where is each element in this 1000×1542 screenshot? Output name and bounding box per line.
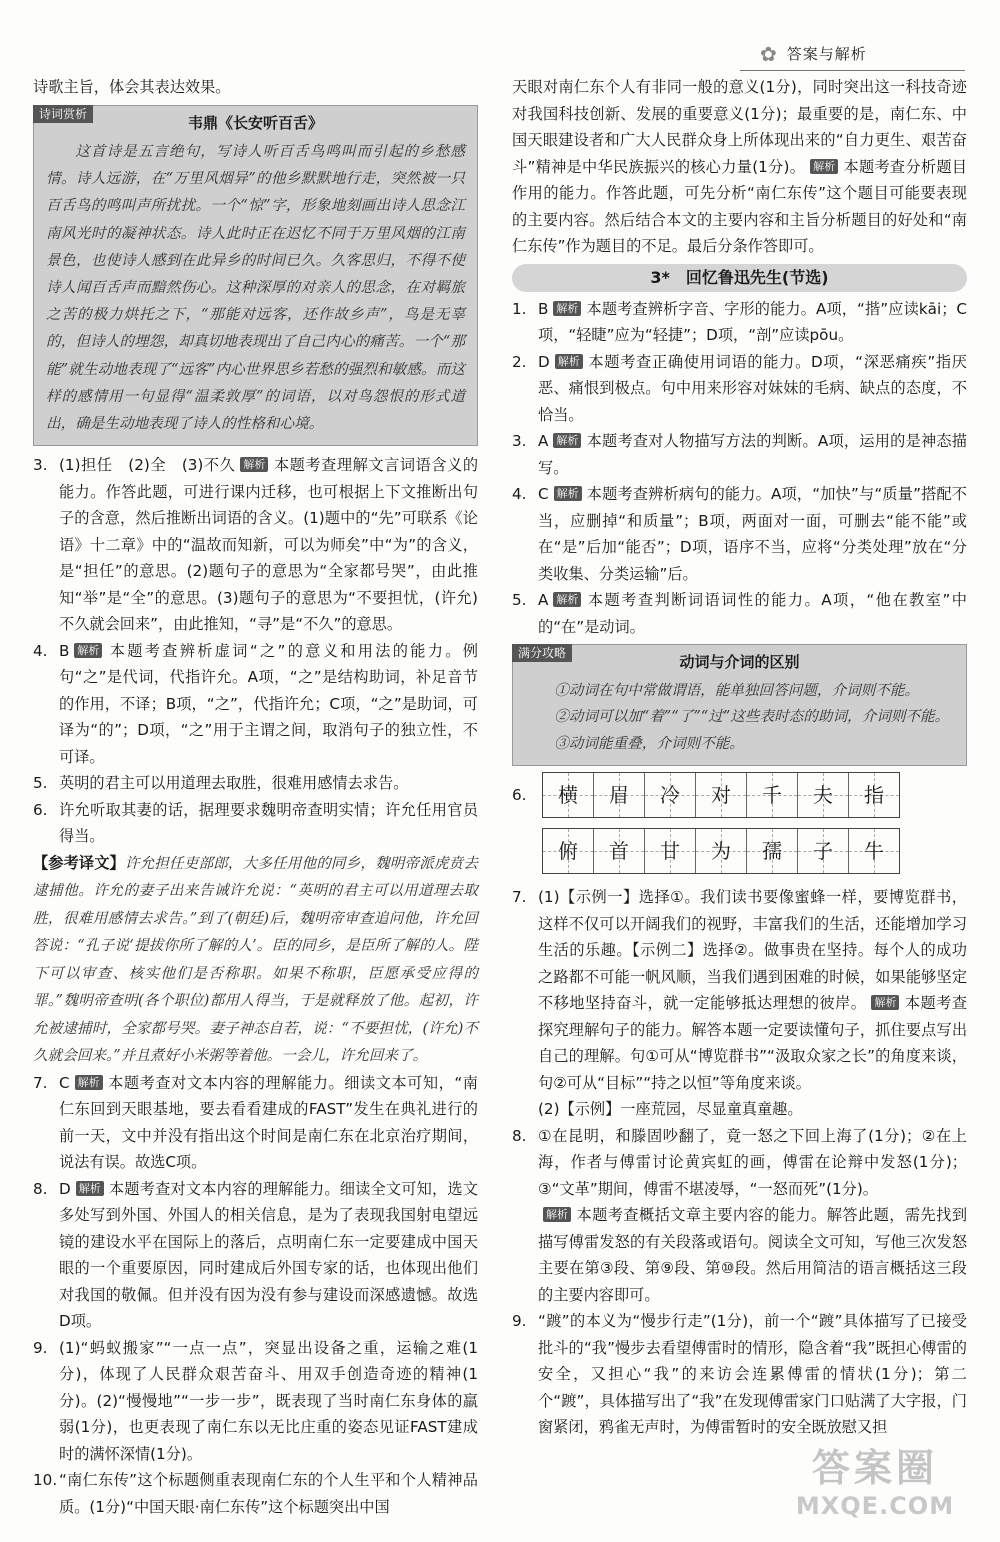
box-label: 诗词赏析 — [33, 105, 93, 123]
watermark-url: MXQE.COM — [795, 1492, 955, 1520]
explain-text: 本题考查对文本内容的理解能力。细读全文可知，选文多处写到外国、外国人的相关信息，是为了表现我国射电望远镜的建设水平在国际上的落后，点明南仁东一定要建成中国天眼的一个重要原因，同时建成后外国专家的话，也体现出他们对我国的敬佩。但并没有因为没有参与建设而深感遗憾。故选D项。 — [59, 1179, 478, 1331]
answer-text: D — [59, 1179, 71, 1198]
answer-item — [33, 452, 478, 638]
grid-char: 俯 — [558, 839, 578, 863]
answer-item — [33, 1335, 478, 1468]
answer-item — [512, 587, 967, 640]
answer-item — [512, 349, 967, 429]
tip-box-title: 动词与介词的区别 — [679, 653, 800, 671]
explain-text: 本题考查分析题目作用的能力。作答此题，可先分析“南仁东传”这个题目可能要表现的主要内容。然后结合本文的主要内容和主旨分析题目的好处和“南仁东传”作为题目的不足。最后分条作答即可。 — [512, 157, 967, 255]
answer-text: A — [538, 432, 549, 450]
grid-char: 孺 — [762, 839, 782, 863]
answer-text: ①在昆明，和滕固吵翻了，竟一怒之下回上海了(1分)；②在上海，作者与傅雷讨论黄宾虹的画，傅雷在论辩中发怒(1分)；③“文革”期间，傅雷不堪凌辱，“一怒而死”(1分)。 — [538, 1126, 967, 1198]
analysis-tag: 解析 — [555, 354, 583, 369]
explain-text: 本题考查辨析虚词“之”的意义和用法的能力。例句“之”是代词，代指许允。A项，“之”是结构助词，补足音节的作用，不译；B项，“之”，代指许允；C项，“之”是助词，可译为“的”；D项，“之”用于主谓之间，取消句子的独立性，不可译。 — [59, 641, 478, 766]
answer-text: C — [59, 1073, 70, 1092]
header-rule — [740, 70, 965, 71]
grid-cell — [645, 773, 696, 817]
item-number: 9. — [33, 1338, 48, 1357]
grid-char: 横 — [558, 783, 578, 807]
grid-char: 千 — [762, 783, 782, 807]
watermark-main: 答案圈 — [811, 1446, 938, 1490]
tip-point: ③动词能重叠，介词则不能。 — [554, 734, 744, 752]
answer-text: B — [538, 299, 549, 318]
tip-box — [512, 644, 967, 766]
item-number: 2. — [512, 352, 527, 371]
grid-char: 夫 — [813, 783, 833, 807]
grid-char: 对 — [711, 783, 731, 807]
answer-item — [512, 884, 967, 1123]
item-number: 8. — [33, 1179, 48, 1198]
answer-text: “南仁东传”这个标题侧重表现南仁东的个人生平和个人精神品质。(1分)“中国天眼·南仁东传”这个标题突出中国 — [59, 1471, 478, 1516]
answer-text: 天眼对南仁东个人有非同一般的意义(1分)，同时突出这一科技奇迹对我国科技创新、发展的重要意义(1分)；最重要的是，南仁东、中国天眼建设者和广大人民群众身上所体现出来的“自力更生、艰苦奋斗”精神是中华民族振兴的核心力量(1分)。 — [512, 78, 967, 176]
answer-text: “踱”的本义为“慢步行走”(1分)，前一个“踱”具体描写了已接受批斗的“我”慢步去看望傅雷时的情形，隐含着“我”既担心傅雷的安全，又担心“我”的来访会连累傅雷的情状(1分)；第二个“踱”，具体描写出了“我”在发现傅雷家门口贴满了大字报，门窗紧闭，鸦雀无声时，为傅雷暂时的安全既放慰又担 — [538, 1312, 967, 1436]
item-number: 5. — [512, 591, 527, 609]
poem-box-text: 这首诗是五言绝句，写诗人听百舌鸟鸣叫而引起的乡愁感情。诗人远游，在“万里风烟异”的他乡默默地行走，突然被一只百舌鸟的鸣叫声所扰扰。一个“惊”字，形象地刻画出诗人思念江南风光时的凝神状态。诗人此时正在迟忆不同于万里风烟的江南景色，也使诗人感到在此异乡的时间已久。久客思归，不得不使诗人闻百舌声而黯然伤心。这种深厚的对亲人的思念，在对羁旅之苦的极力烘托之下，“那能对远客，还作故乡声”，鸟是无辜的，但诗人的埋怨，却真切地表现出了自己内心的痛苦。一个“那能”就生动地表现了“远客”内心世界思乡若愁的强烈和敏感。而这样的感情用一句显得“温柔敦厚”的词语，以对鸟怨恨的形式道出，确是生动地表现了诗人的性格和心境。 — [46, 143, 465, 433]
item-number: 10. — [33, 1471, 58, 1490]
item-number: 3. — [512, 432, 527, 450]
answer-item — [512, 481, 967, 587]
analysis-tag: 解析 — [240, 457, 268, 472]
left-column — [33, 74, 478, 1520]
answer-item — [33, 1467, 478, 1520]
answer-text: (2)【示例】一座荒园，尽显童真童趣。 — [538, 1100, 803, 1118]
answer-text: D — [538, 352, 550, 371]
explain-text: 本题考查辨析病句的能力。A项，“加快”与“质量”搭配不当，应删掉“和质量”；B项，两面对一面，可删去“能不能”或在“是”后加“能否”；D项，语序不当，应将“分类处理”放在“分类收集、分类运输”后。 — [538, 485, 967, 583]
answer-item — [512, 296, 967, 349]
grid-cell — [543, 829, 594, 873]
intro-line: 诗歌主旨，体会其表达效果。 — [33, 78, 231, 96]
poem-box-title: 韦鼎《长安听百舌》 — [187, 113, 323, 132]
item-number: 1. — [512, 299, 527, 318]
page-header — [760, 34, 975, 74]
answer-text: B — [59, 641, 70, 660]
explain-text: 本题考查理解文言词语含义的能力。作答此题，可进行课内迁移，也可根据上下文推断出句子的含意，然后推断出词语的含义。(1)题中的“先”可联系《论语》十二章》中的“温故而知新，可以为师矣”中“为”的含义，是“担任”的意思。(2)题句子的意思为“全家都号哭”，由此推知“举”是“全”的意思。(3)题句子的意思为“不要担忧，(许允)不久就会回来”，由此推知，“寻”是“不久”的意思。 — [59, 456, 479, 634]
grid-cell — [696, 773, 747, 817]
grid-cell — [849, 773, 899, 817]
grid-cell — [798, 773, 849, 817]
item-number: 5. — [33, 774, 48, 793]
grid-cell — [798, 829, 849, 873]
explain-text: 本题考查探究理解句子的能力。解答本题一定要读懂句子，抓住要点写出自己的理解。句①可从“博览群书”“汲取众家之长”的角度来谈，句②可从“目标”“持之以恒”等角度来谈。 — [538, 994, 968, 1092]
analysis-tag: 解析 — [74, 643, 102, 658]
grid-cell — [747, 773, 798, 817]
grid-char: 指 — [864, 783, 884, 807]
answer-item — [33, 797, 478, 850]
analysis-tag: 解析 — [543, 1207, 571, 1222]
answer-item — [512, 1308, 967, 1441]
analysis-tag: 解析 — [871, 995, 899, 1010]
item-number: 9. — [512, 1312, 527, 1330]
right-column — [512, 74, 967, 1441]
grid-cell — [849, 829, 899, 873]
item-number: 6. — [512, 785, 527, 804]
box-label: 满分攻略 — [512, 644, 572, 662]
grid-cell — [594, 829, 645, 873]
answer-text: 英明的君主可以用道理去取胜，很难用感情去求告。 — [59, 774, 409, 793]
reference-label: 【参考译文】 — [33, 853, 125, 872]
answer-item — [33, 770, 478, 797]
grid-char: 牛 — [864, 839, 884, 863]
explain-text: 本题考查辨析字音、字形的能力。A项，“揩”应读kāi；C项，“轻睫”应为“轻捷”；D项，“剖”应读pōu。 — [538, 299, 967, 344]
grid-char: 首 — [609, 839, 629, 863]
item-number: 3. — [33, 456, 48, 475]
answer-item — [33, 638, 478, 771]
answer-text: (1)【示例一】选择①。我们读书要像蜜蜂一样，要博览群书，这样不仅可以开阔我们的视野，丰富我们的生活，还能增加学习生活的乐趣。【示例二】选择②。做事贵在坚持。每个人的成功之路都不可能一帆风顺，当我们遇到困难的时候，如果能够坚定不移地坚持奋斗，就一定能够抵达理想的彼岸。 — [538, 888, 967, 1012]
answer-item — [512, 428, 967, 481]
item-number: 6. — [33, 800, 48, 819]
explain-text: 本题考查概括文章主要内容的能力。解答此题，需先找到描写傅雷发怒的有关段落或语句。阅读全文可知，写他三次发怒主要在第③段、第⑨段、第⑩段。然后用简洁的语言概括这三段的主要内容即可。 — [538, 1206, 967, 1304]
watermark-logo — [770, 1444, 980, 1524]
answer-text: A — [538, 591, 549, 609]
answer-text: C — [538, 485, 549, 503]
grid-char: 为 — [711, 839, 731, 863]
answer-item — [33, 1070, 478, 1176]
copybook-row — [512, 772, 967, 818]
answer-text: (1)担任 (2)全 (3)不久 — [59, 456, 236, 475]
grid-cell — [645, 829, 696, 873]
analysis-tag: 解析 — [553, 433, 581, 448]
item-number: 4. — [512, 485, 527, 503]
grid-cell — [594, 773, 645, 817]
reference-translation — [33, 850, 478, 1070]
item-number: 7. — [512, 888, 527, 906]
explain-text: 本题考查判断词语词性的能力。A项，“他在教室”中的“在”是动词。 — [538, 591, 967, 636]
analysis-tag: 解析 — [554, 486, 582, 501]
item-number: 7. — [33, 1073, 48, 1092]
grid-cell — [543, 773, 594, 817]
item-number: 8. — [512, 1126, 527, 1145]
grid-cell — [747, 829, 798, 873]
tianzi-grid — [542, 772, 900, 818]
grid-char: 甘 — [660, 839, 680, 863]
grid-cell — [696, 829, 747, 873]
tip-point: ②动词可以加“着”“了”“过”这些表时态的助词，介词则不能。 — [554, 708, 950, 725]
explain-text: 本题考查对文本内容的理解能力。细读文本可知，“南仁东回到天眼基地，要去看看建成的FAST”发生在典礼进行的前一天，文中并没有指出这个时间是南仁东在北京治疗期间，说法有误。故选C项。 — [59, 1073, 478, 1172]
answer-text: (1)“蚂蚁搬家”“一点一点”，突显出设备之重，运输之难(1分)，体现了人民群众艰苦奋斗、用双手创造奇迹的精神(1分)。(2)“慢慢地”“一步一步”，既表现了当时南仁东身体的羸弱(1分)，也更表现了南仁东以无比庄重的姿态见证FAST建成时的满怀深情(1分)。 — [59, 1338, 478, 1463]
explain-text: 本题考查正确使用词语的能力。D项，“深恶痛疾”指厌恶、痛恨到极点。句中用来形容对妹妹的毛病、缺点的态度，不恰当。 — [538, 352, 967, 424]
reference-text: 许允担任吏部郎，大多任用他的同乡，魏明帝派虎贲去逮捕他。许允的妻子出来告诫许允说：“英明的君主可以用道理去取胜，很难用感情去求告。”到了(朝廷)后，魏明帝审查追问他，许允回答说：“孔子说‘提拔你所了解的人’。臣的同乡，是臣所了解的人。陛下可以审查、核实他们是否称职。如果不称职，臣愿承受应得的罪。”魏明帝查明(各个职位)都用人得当，于是就释放了他。起初，许允被逮捕时，全家都号哭。妻子神态自若，说：“不要担忧，(许允)不久就会回来。”并且煮好小米粥等着他。一会儿，许允回来了。 — [33, 854, 478, 1065]
grid-char: 子 — [813, 839, 833, 863]
header-title: 答案与解析 — [786, 44, 867, 63]
header-deco-icon: ✿ — [760, 41, 777, 66]
answer-text: 许允听取其妻的话，据理要求魏明帝查明实情；许允任用官员得当。 — [59, 800, 478, 846]
continued-answer — [512, 74, 967, 260]
analysis-tag: 解析 — [76, 1181, 104, 1196]
grid-char: 眉 — [609, 783, 629, 807]
section-title: 3* 回忆鲁迅先生(节选) — [512, 264, 967, 292]
analysis-tag: 解析 — [553, 301, 581, 316]
poem-appreciation-box — [33, 105, 478, 447]
analysis-tag: 解析 — [810, 159, 838, 174]
item-number: 4. — [33, 641, 48, 660]
analysis-tag: 解析 — [553, 592, 581, 607]
copybook-row — [512, 828, 967, 874]
tip-point: ①动词在句中常做谓语，能单独回答问题，介词则不能。 — [554, 681, 920, 699]
answer-item — [512, 1123, 967, 1309]
analysis-tag: 解析 — [75, 1075, 103, 1090]
tianzi-grid — [542, 828, 900, 874]
answer-item — [33, 1176, 478, 1335]
explain-text: 本题考查对人物描写方法的判断。A项，运用的是神态描写。 — [538, 432, 967, 477]
grid-char: 冷 — [660, 783, 680, 807]
